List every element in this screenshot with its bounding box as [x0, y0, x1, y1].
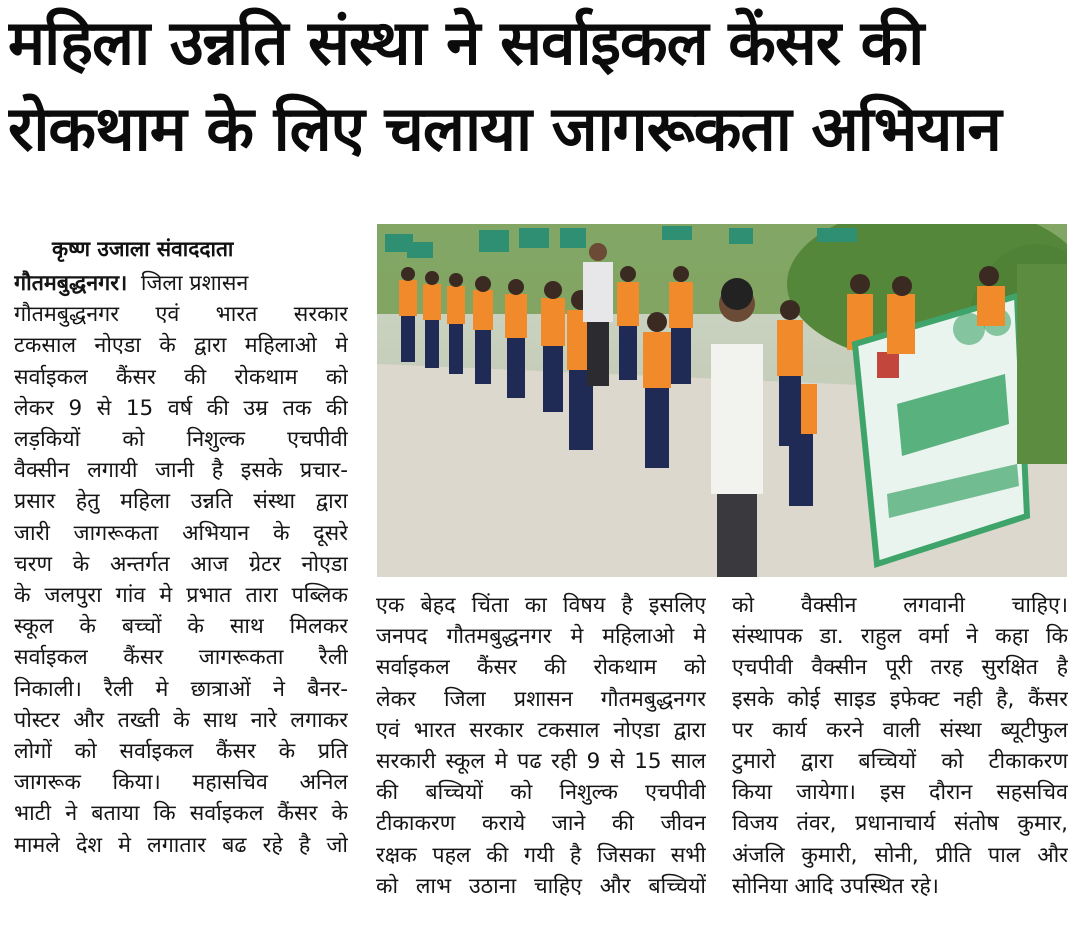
dateline: गौतमबुद्धनगर।: [14, 271, 128, 296]
column-line: सर्वाइकल कैंसर की रोकथाम को: [376, 655, 706, 681]
article-column-2: [376, 590, 706, 936]
column-line: के जलपुरा गांव मे प्रभात तारा पब्लिक: [14, 583, 348, 609]
column-line: टकसाल नोएडा के द्वारा महिलाओ मे: [14, 333, 348, 359]
column-line: को लाभ उठाना चाहिए और बच्चियों: [376, 873, 706, 899]
column-line: गौतमबुद्धनगर एवं भारत सरकार: [14, 302, 348, 328]
column-line: अंजलि कुमारी, सोनी, प्रीति पाल और: [732, 842, 1068, 868]
article-column-1: [14, 268, 348, 938]
column-line: लड़कियों को निशुल्क एचपीवी: [14, 427, 348, 453]
column-line: लेकर 9 से 15 वर्ष की उम्र तक की: [14, 395, 348, 421]
column-line: वैक्सीन लगायी जानी है इसके प्रचार-: [14, 458, 348, 484]
column-line: किया जायेगा। इस दौरान सहसचिव: [732, 780, 1068, 806]
column-line: [14, 268, 348, 299]
column-line: सोनिया आदि उपस्थित रहे।: [732, 873, 939, 899]
column-line: विजय तंवर, प्रधानाचार्य संतोष कुमार,: [732, 811, 1068, 837]
headline-line-1: महिला उन्नति संस्था ने सर्वाइकल केंसर की: [8, 6, 924, 79]
column-line: टीकाकरण कराये जाने की जीवन: [376, 811, 706, 837]
column-line: सरकारी स्कूल मे पढ रही 9 से 15 साल: [376, 749, 706, 775]
column-line: पोस्टर और तख्ती के साथ नारे लगाकर: [14, 707, 348, 733]
man-in-white-shirt: [711, 344, 763, 494]
headline: [8, 0, 1072, 172]
column-line-text: जिला प्रशासन: [140, 271, 249, 296]
column-line: लेकर जिला प्रशासन गौतमबुद्धनगर: [376, 686, 706, 712]
column-line: इसके कोई साइड इफेक्ट नही है, कैंसर: [732, 686, 1068, 712]
headline-line-2: रोकथाम के लिए चलाया जागरूकता अभियान: [8, 92, 1001, 165]
column-line: टुमारो द्वारा बच्चियों को टीकाकरण: [732, 749, 1068, 775]
column-line: स्कूल के बच्चों के साथ मिलकर: [14, 614, 348, 640]
article-column-3: [732, 590, 1068, 936]
column-line: मामले देश मे लगातार बढ रहे है जो: [14, 832, 348, 858]
column-line: प्रसार हेतु महिला उन्नति संस्था द्वारा: [14, 489, 348, 515]
column-line: को वैक्सीन लगवानी चाहिए।: [732, 593, 1068, 618]
rally-photo: [377, 224, 1067, 577]
column-line: भाटी ने बताया कि सर्वाइकल कैंसर के: [14, 801, 348, 827]
column-line: चरण के अन्तर्गत आज ग्रेटर नोएडा: [14, 551, 348, 577]
column-line: लोगों को सर्वाइकल कैंसर के प्रति: [14, 739, 348, 765]
column-line: सर्वाइकल कैंसर जागरूकता रैली: [14, 645, 348, 671]
column-line: पर कार्य करने वाली संस्था ब्यूटीफुल: [732, 717, 1068, 743]
byline-reporter: कृष्ण उजाला संवाददाता: [52, 237, 234, 261]
column-line: जागरूक किया। महासचिव अनिल: [14, 770, 348, 796]
column-line: रक्षक पहल की गयी है जिसका सभी: [376, 842, 706, 868]
awareness-banner: [855, 296, 1027, 564]
column-line: जारी जागरूकता अभियान के दूसरे: [14, 520, 348, 546]
column-line: एचपीवी वैक्सीन पूरी तरह सुरक्षित है: [732, 655, 1068, 681]
column-line: एवं भारत सरकार टकसाल नोएडा द्वारा: [376, 717, 706, 743]
column-line: जनपद गौतमबुद्धनगर मे महिलाओ मे: [376, 624, 706, 650]
column-line: निकाली। रैली मे छात्राओं ने बैनर-: [14, 676, 348, 702]
column-line: संस्थापक डा. राहुल वर्मा ने कहा कि: [732, 624, 1068, 650]
column-line: की बच्चियों को निशुल्क एचपीवी: [376, 780, 706, 806]
column-line: सर्वाइकल कैंसर की रोकथाम को: [14, 364, 348, 390]
byline: [52, 234, 233, 264]
column-line: एक बेहद चिंता का विषय है इसलिए: [376, 593, 706, 618]
rally-photo-illustration: [377, 224, 1067, 577]
